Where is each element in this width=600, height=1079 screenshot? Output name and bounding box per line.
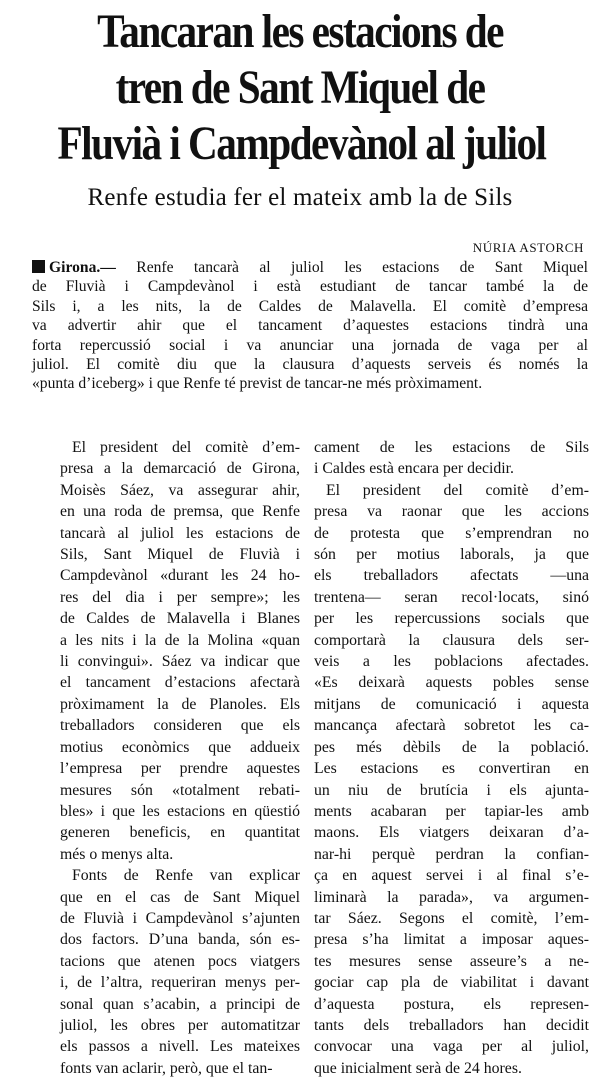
column-line: veis a les poblacions afectades. (314, 653, 589, 671)
column-line: El president del comitè d’em- (326, 481, 589, 499)
column-line: sonal quan s’acabin, a principi de (60, 995, 300, 1013)
subtitle: Renfe estudia fer el mateix amb la de Sils (87, 184, 513, 211)
column-line: i, de l’altra, requeriran menys per- (60, 974, 300, 992)
column-line: tes mesures sense asseure’s a ne- (314, 952, 589, 970)
column-line: que inicialment serà de 24 hores. (314, 1059, 522, 1077)
dateline-location: Girona.— (49, 259, 116, 276)
column-line: li convingui». Sáez va indicar que (60, 653, 300, 671)
column-line: ments acabaran per tapiar-les amb (314, 802, 589, 820)
byline: NÚRIA ASTORCH (472, 240, 584, 255)
column-line: mesures són «totalment rebati- (60, 781, 300, 799)
column-line: són per motius laborals, ja que (314, 546, 589, 564)
column-line: Les estacions es convertiran en (314, 760, 589, 778)
column-line: pes més dèbils de la població. (314, 738, 589, 756)
lead-line: juliol. El comitè diu que la clausura d’aquests serveis és només la (32, 356, 588, 374)
column-line: de Fluvià i Campdevànol s’ajunten (60, 909, 300, 927)
headline-line: Tancaran les estacions de (97, 5, 503, 58)
column-line: presa va raonar que les accions (314, 503, 589, 521)
column-line: El president del comitè d’em- (72, 439, 300, 456)
column-line: l’empresa per prendre aquestes (60, 760, 300, 778)
column-line: tants dels treballadors han decidit (314, 1016, 589, 1034)
column-line: ça en aquest servei i al final s’e- (314, 867, 589, 885)
square-bullet-icon (32, 260, 45, 273)
body-column-left (60, 437, 300, 1079)
headline (57, 4, 546, 172)
column-line: liminarà la parada», va argumen- (314, 888, 589, 906)
lead-line (32, 258, 588, 277)
column-line: a les nits i la de la Molina «quan (60, 631, 300, 649)
column-line: treballadors consideren que els (60, 717, 300, 735)
column-line: trentena— seran recol·locats, sinó (314, 588, 589, 606)
column-line: Campdevànol «durant les 24 ho- (60, 567, 300, 585)
column-line: presa a la demarcació de Girona, (60, 460, 300, 478)
headline-line: Fluvià i Campdevànol al juliol (57, 117, 546, 170)
column-line: gociar cap pla de viabilitat i davant (314, 974, 589, 992)
column-line: tancarà al juliol les estacions de (60, 524, 300, 542)
headline-line: tren de Sant Miquel de (115, 61, 485, 114)
column-line: comportarà la clausura dels ser- (314, 631, 589, 649)
column-line: res del dia i per sempre»; les (60, 588, 300, 606)
column-line: tacions que atenen pocs viatgers (60, 952, 300, 970)
column-line: els treballadors afectats —una (314, 567, 589, 585)
lead-line: de Fluvià i Campdevànol i està estudiant de tancar també la de (32, 278, 588, 296)
column-line: mitjans de comunicació i aquesta (314, 695, 589, 713)
column-line: Sils, Sant Miquel de Fluvià i (60, 546, 300, 564)
lead-line: «punta d’iceberg» i que Renfe té previst de tancar-ne més pròximament. (32, 375, 483, 393)
column-line: presa s’ha limitat a imposar aques- (314, 931, 589, 949)
column-line: fonts van aclarir, però, que el tan- (60, 1059, 273, 1077)
column-line: i Caldes està encara per decidir. (314, 460, 514, 478)
column-line: maons. Els viatgers deixaran d’a- (314, 824, 589, 842)
column-line: d’aquesta postura, els represen- (314, 995, 589, 1013)
column-line: bles» i que les estacions en qüestió (60, 802, 300, 820)
column-line: «Es deixarà aquests pobles sense (314, 674, 589, 692)
column-line: més o menys alta. (60, 845, 174, 863)
column-line: en una roda de premsa, que Renfe (60, 503, 300, 521)
column-line: juliol, les obres per automatitzar (60, 1016, 300, 1034)
column-line: mancança afectarà sobretot les ca- (314, 717, 589, 735)
column-line: dos factors. D’una banda, són es- (60, 931, 300, 949)
lead-line: va advertir ahir que el tancament d’aquestes estacions tindrà una (32, 317, 588, 335)
column-line: els passos a nivell. Les mateixes (60, 1038, 300, 1056)
column-line: que en el cas de Sant Miquel (60, 888, 300, 906)
column-line: de Caldes de Malavella i Blanes (60, 610, 300, 628)
column-line: nar-hi perquè perdran la confian- (314, 845, 589, 863)
lead-line: forta repercussió social i va anunciar una jornada de vaga per al (32, 336, 588, 354)
column-line: el tancament d’estacions afectarà (60, 674, 300, 692)
column-line: per les repercussions socials que (314, 610, 589, 628)
column-line: generen beneficis, en quantitat (60, 824, 300, 842)
column-line: cament de les estacions de Sils (314, 439, 589, 456)
column-line: de protesta que s’emprendran no (314, 524, 589, 542)
column-line: motius econòmics que addueix (60, 738, 300, 756)
lead-line: Sils i, a les nits, la de Caldes de Malavella. El comitè d’empresa (32, 297, 588, 315)
body-column-right (314, 437, 589, 1079)
column-line: pròximament la de Planoles. Els (60, 695, 300, 713)
lead-paragraph (32, 258, 588, 394)
column-line: Moisès Sáez, va assegurar ahir, (60, 481, 300, 499)
column-line: tar Sáez. Segons el comitè, l’em- (314, 909, 589, 927)
column-line: convocar una vaga per al juliol, (314, 1038, 589, 1056)
lead-text: Renfe tancarà al juliol les estacions de Sant Miquel (115, 259, 588, 276)
column-line: Fonts de Renfe van explicar (72, 867, 300, 885)
column-line: un niu de brutícia i els ajunta- (314, 781, 589, 799)
